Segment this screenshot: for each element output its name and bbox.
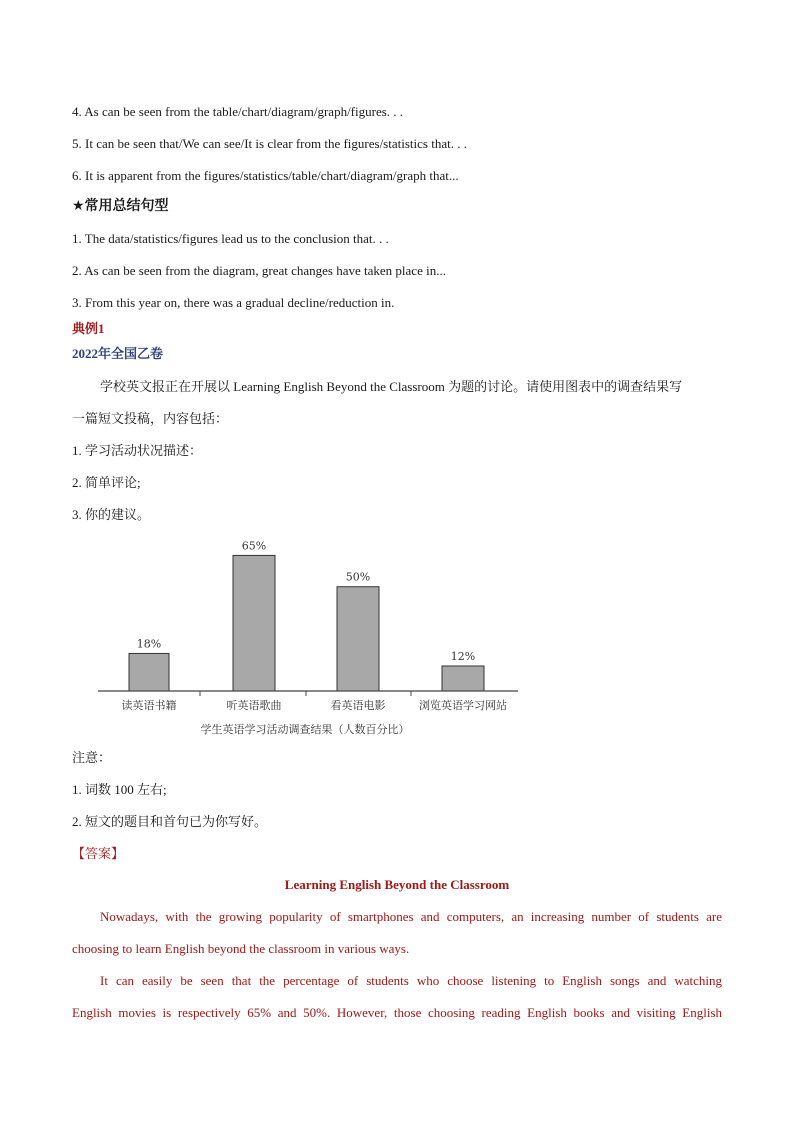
chart-bars [129, 539, 484, 691]
chart-xlabel: 学生英语学习活动调查结果（人数百分比） [200, 723, 410, 736]
bar-value-label-2: 65% [241, 539, 267, 553]
bar-value-label-3: 50% [345, 570, 371, 584]
bar-value-label-4: 12% [450, 649, 476, 663]
exam-source: 2022年全国乙卷 [72, 346, 164, 361]
requirement-2: 2. 简单评论; [72, 475, 141, 490]
notes-heading: 注意： [72, 750, 112, 765]
note-1: 1. 词数 100 左右; [72, 782, 167, 797]
bar-3 [337, 587, 379, 691]
summary-phrase-1: 1. The data/statistics/figures lead us to the conclusion that. . . [72, 231, 389, 246]
survey-bar-chart [90, 533, 530, 743]
category-label-4: 浏览英语学习网站 [419, 699, 507, 712]
summary-heading: ★常用总结句型 [72, 198, 169, 214]
prompt-line-1: 学校英文报正在开展以 Learning English Beyond the Classroom 为题的讨论。请使用图表中的调查结果写 [100, 379, 683, 394]
requirement-3: 3. 你的建议。 [72, 507, 151, 522]
answer-label: 【答案】 [72, 846, 125, 861]
bar-value-label-1: 18% [136, 637, 162, 651]
category-label-2: 听英语歌曲 [226, 699, 282, 712]
essay-line-2: choosing to learn English beyond the classroom in various ways. [72, 941, 410, 956]
summary-phrase-2: 2. As can be seen from the diagram, great changes have taken place in... [72, 263, 446, 278]
essay-line-1: Nowadays, with the growing popularity of smartphones and computers, an increasing number of students are [100, 909, 722, 924]
phrase-line-6: 6. It is apparent from the figures/statistics/table/chart/diagram/graph that... [72, 168, 459, 183]
phrase-line-4: 4. As can be seen from the table/chart/diagram/graph/figures. . . [72, 104, 404, 119]
x-axis-ticks [122, 691, 508, 712]
phrase-line-5: 5. It can be seen that/We can see/It is clear from the figures/statistics that. . . [72, 136, 467, 151]
bar-4 [442, 666, 484, 691]
note-2: 2. 短文的题目和首句已为你写好。 [72, 814, 268, 829]
essay-title: Learning English Beyond the Classroom [284, 877, 510, 892]
bar-1 [129, 653, 169, 691]
summary-phrase-3: 3. From this year on, there was a gradual decline/reduction in. [72, 295, 395, 310]
example-label: 典例1 [72, 321, 105, 336]
bar-2 [233, 555, 275, 691]
requirement-1: 1. 学习活动状况描述： [72, 443, 203, 458]
essay-line-4: English movies is respectively 65% and 50%. However, those choosing reading English books and visiting English [72, 1005, 722, 1020]
prompt-line-2: 一篇短文投稿，内容包括： [72, 411, 229, 426]
essay-line-3: It can easily be seen that the percentage of students who choose listening to English songs and watching [100, 973, 722, 988]
category-label-1: 读英语书籍 [121, 699, 177, 712]
category-label-3: 看英语电影 [330, 699, 386, 712]
